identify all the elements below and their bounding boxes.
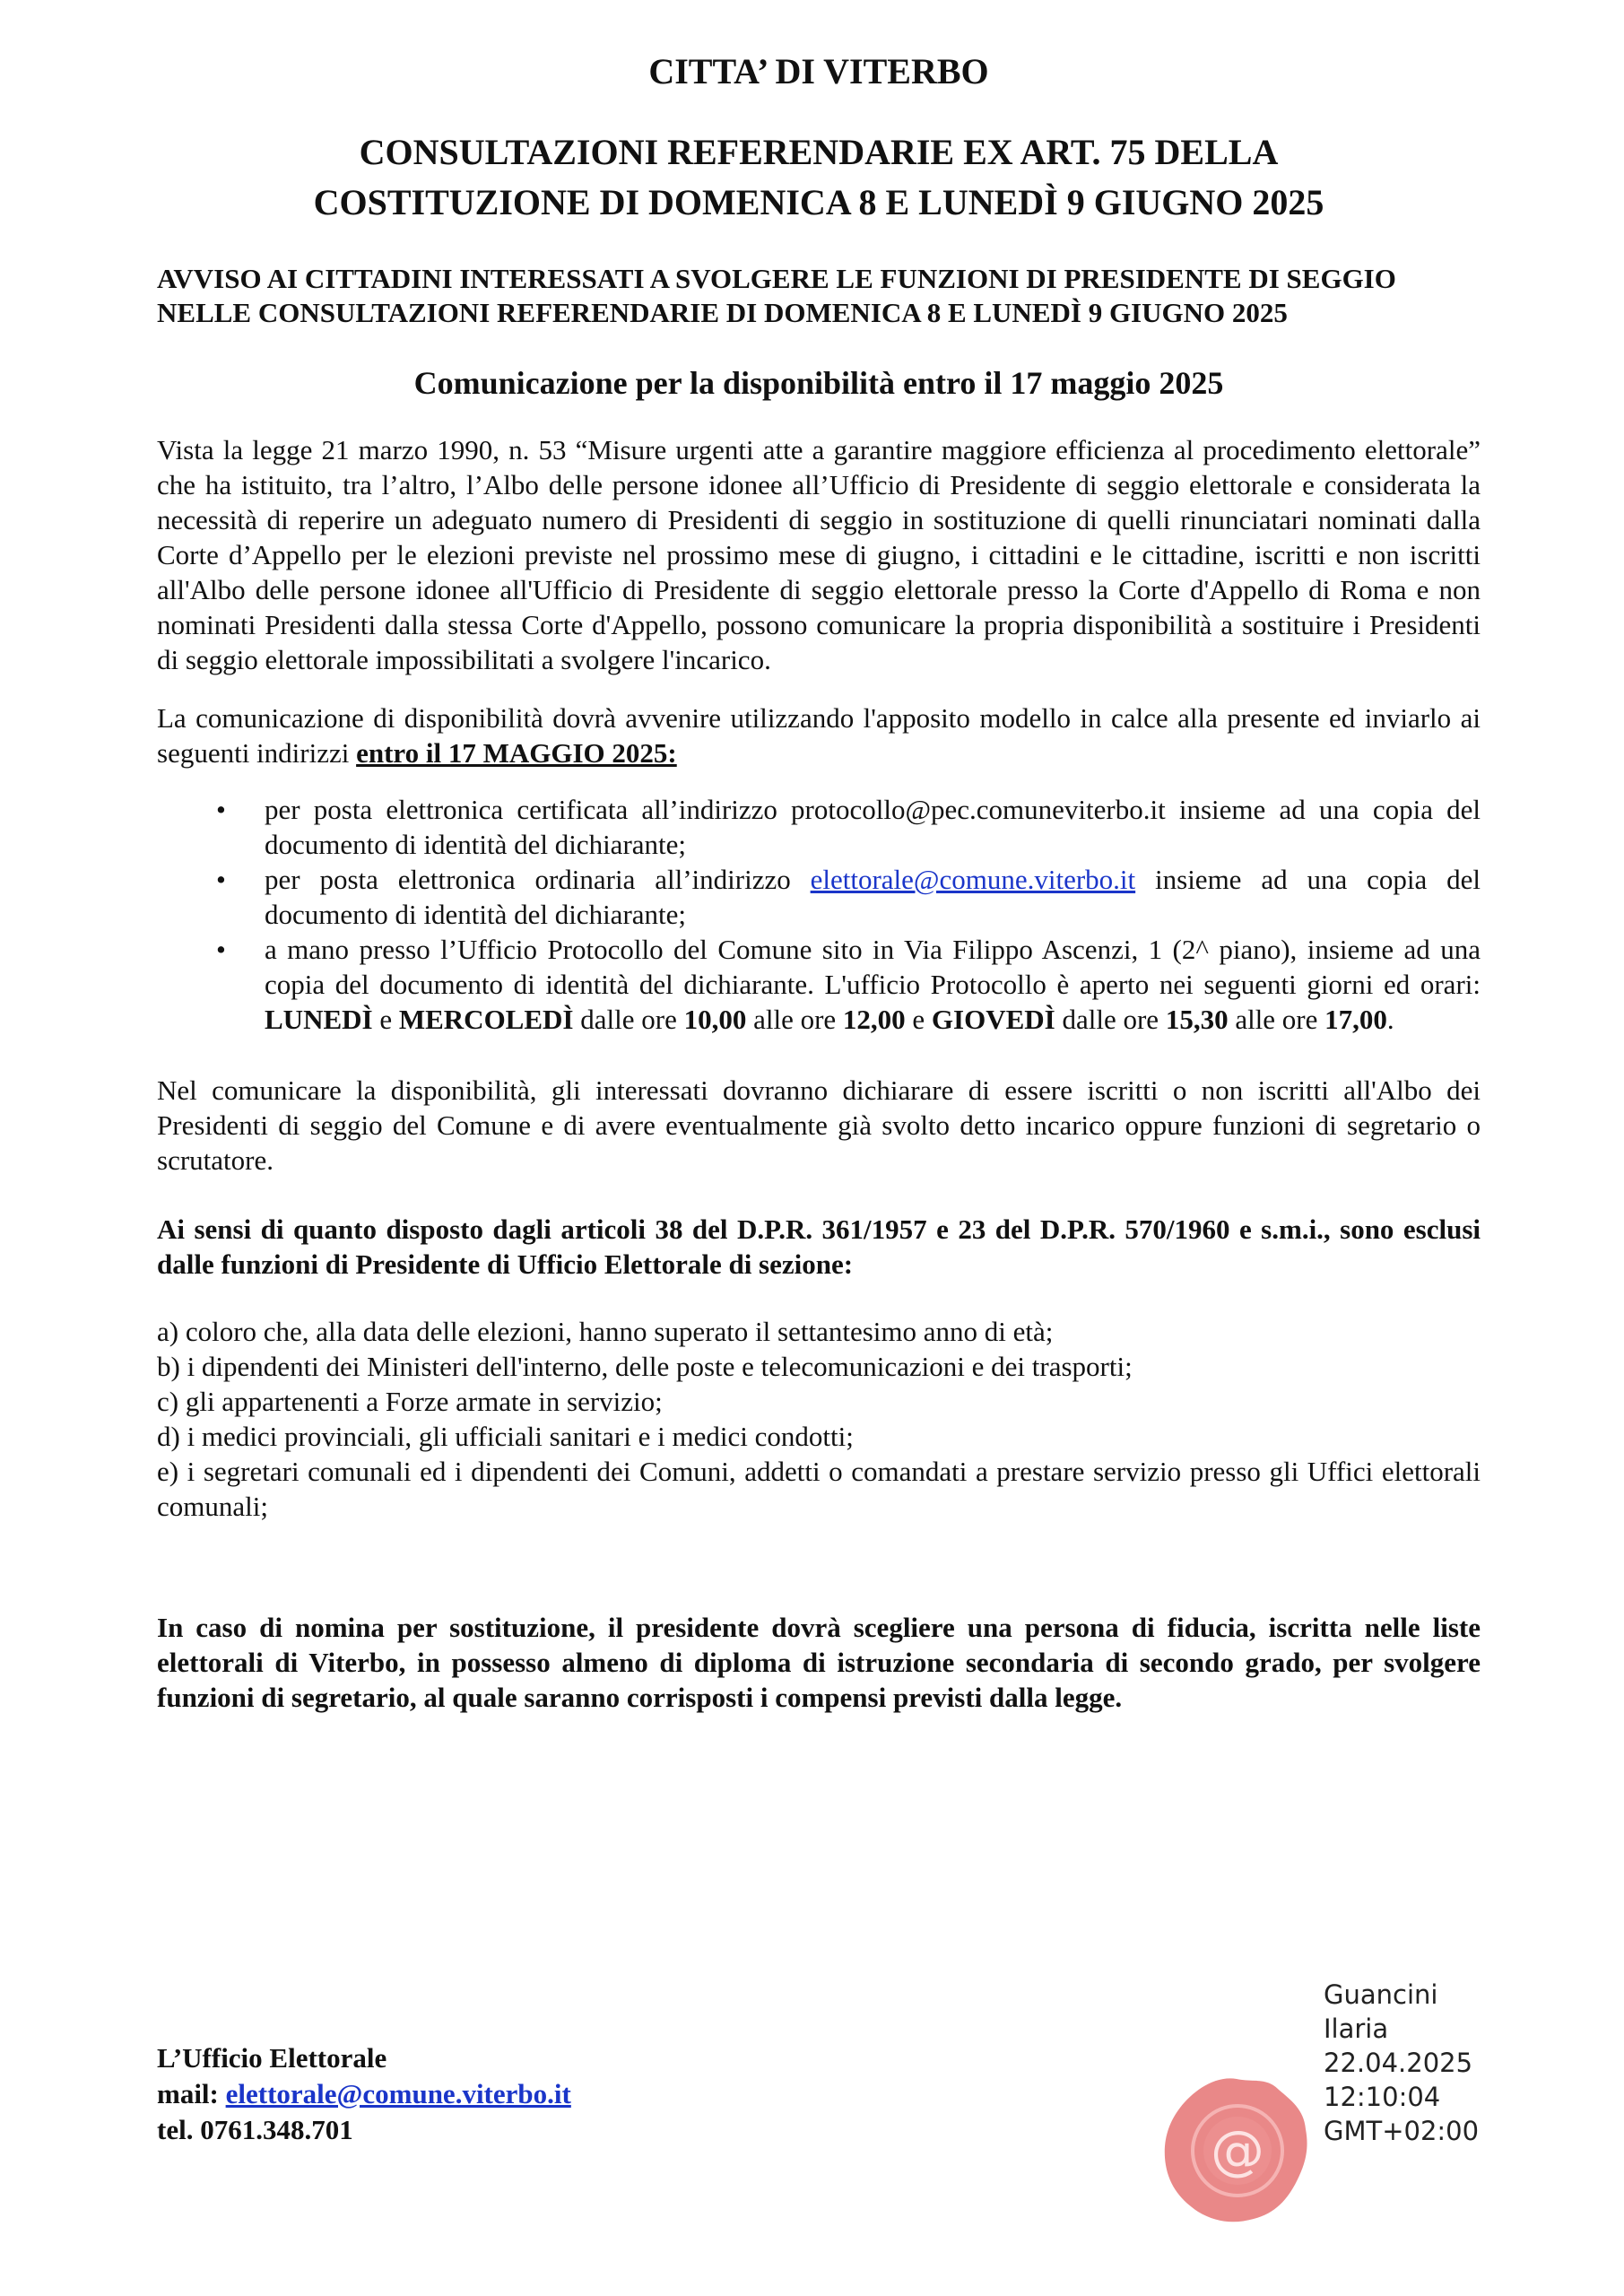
intro-paragraph: Vista la legge 21 marzo 1990, n. 53 “Misure urgenti atte a garantire maggiore efficienza al procedimento elettorale” che ha istituito, tra l’altro, l’Albo delle persone idonee all’Ufficio di Presidente di seggio elettorale e considerata la necessità di reperire un adeguato numero di Presidenti di seggio in sostituzione di quelli rinunciatari nominati dalla Corte d’Appello per le elezioni previste nel prossimo mese di giugno, i cittadini e le cittadine, iscritti e non iscritti all'Albo delle persone idonee all'Ufficio di Presidente di seggio elettorale presso la Corte d'Appello di Roma e non nominati Presidenti dalla stessa Corte d'Appello, possono comunicare la propria disponibilità a sostituire i Presidenti di seggio elettorale impossibilitati a svolgere l'incarico. bbox=[157, 434, 1481, 675]
footer-email-link[interactable]: elettorale@comune.viterbo.it bbox=[225, 2078, 571, 2109]
exclusions-list bbox=[157, 1314, 1481, 1524]
list-item: e) i segretari comunali ed i dipendenti dei Comuni, addetti o comandati a prestare servizio presso gli Uffici elettorali comunali; bbox=[157, 1456, 1481, 1522]
footer-contacts bbox=[157, 2040, 571, 2148]
day-monday: LUNEDÌ bbox=[265, 1004, 373, 1035]
communication-heading: Comunicazione per la disponibilità entro il 17 maggio 2025 bbox=[413, 365, 1224, 401]
closing-paragraph: In caso di nomina per sostituzione, il presidente dovrà scegliere una persona di fiducia, iscritta nelle liste elettorali di Viterbo, in possesso almeno di diploma di istruzione secondaria di secondo grado, per svolgere funzioni di segretario, al quale saranno corrisposti i compensi previsti dalla legge. bbox=[157, 1612, 1481, 1713]
connector-text: alle ore bbox=[1228, 1004, 1325, 1035]
notice-heading: AVVISO AI CITTADINI INTERESSATI A SVOLGERE LE FUNZIONI DI PRESIDENTE DI SEGGIO NELLE CONSULTAZIONI REFERENDARIE DI DOMENICA 8 E LUNEDÌ 9 GIUGNO 2025 bbox=[157, 263, 1396, 328]
list-item: b) i dipendenti dei Ministeri dell'interno, delle poste e telecomunicazioni e dei trasporti; bbox=[157, 1351, 1133, 1382]
list-item bbox=[157, 862, 1481, 932]
office-name: L’Ufficio Elettorale bbox=[157, 2042, 387, 2074]
submission-methods-list bbox=[157, 792, 1481, 1037]
time-start-2: 15,30 bbox=[1165, 1004, 1229, 1035]
pec-method-text: per posta elettronica certificata all’indirizzo protocollo@pec.comuneviterbo.it insieme ad una copia del documento di identità del dichiarante; bbox=[265, 794, 1481, 860]
mail-line bbox=[157, 2076, 571, 2112]
email-method-text: per posta elettronica ordinaria all’indirizzo bbox=[265, 864, 811, 895]
phone-number: tel. 0761.348.701 bbox=[157, 2114, 353, 2145]
list-item bbox=[157, 792, 1481, 862]
signature-date: 22.04.2025 bbox=[1324, 2048, 1473, 2078]
list-item: d) i medici provinciali, gli ufficiali sanitari e i medici condotti; bbox=[157, 1421, 854, 1452]
city-title: CITTA’ DI VITERBO bbox=[648, 51, 989, 91]
at-sign-seal-icon bbox=[1160, 2074, 1313, 2226]
bullet-icon: • bbox=[216, 934, 226, 965]
time-end-1: 12,00 bbox=[842, 1004, 906, 1035]
signature-timezone: GMT+02:00 bbox=[1324, 2116, 1480, 2146]
list-item: c) gli appartenenti a Forze armate in servizio; bbox=[157, 1386, 663, 1417]
connector-text: . bbox=[1386, 1004, 1394, 1035]
declaration-paragraph: Nel comunicare la disponibilità, gli interessati dovranno dichiarare di essere iscritti o non iscritti all'Albo dei Presidenti di seggio del Comune e di avere eventualmente già svolto detto incarico oppure funzioni di segretario o scrutatore. bbox=[157, 1074, 1481, 1176]
connector-text: alle ore bbox=[746, 1004, 843, 1035]
time-start-1: 10,00 bbox=[683, 1004, 747, 1035]
time-end-2: 17,00 bbox=[1324, 1004, 1387, 1035]
list-item bbox=[157, 932, 1481, 1037]
deadline-text: entro il 17 MAGGIO 2025: bbox=[356, 737, 677, 769]
connector-text: dalle ore bbox=[573, 1004, 684, 1035]
bullet-icon: • bbox=[216, 794, 226, 825]
submission-text: La comunicazione di disponibilità dovrà avvenire utilizzando l'apposito modello in calce alla presente ed inviarlo ai seguenti indirizzi bbox=[157, 702, 1481, 769]
svg-text:@: @ bbox=[1211, 2119, 1264, 2182]
email-method-text-end: insieme ad una copia del documento di identità del dichiarante; bbox=[265, 864, 1481, 930]
referendum-title-line-2: COSTITUZIONE DI DOMENICA 8 E LUNEDÌ 9 GIUGNO 2025 bbox=[313, 182, 1324, 222]
connector-text: e bbox=[905, 1004, 932, 1035]
hand-delivery-text: a mano presso l’Ufficio Protocollo del Comune sito in Via Filippo Ascenzi, 1 (2^ piano), insieme ad una copia del documento di identità del dichiarante. L'ufficio Protocollo è aperto nei seguenti giorni ed orari: bbox=[265, 934, 1481, 1000]
day-thursday: GIOVEDÌ bbox=[931, 1004, 1055, 1035]
connector-text: dalle ore bbox=[1055, 1004, 1166, 1035]
email-link[interactable]: elettorale@comune.viterbo.it bbox=[810, 864, 1136, 895]
connector-text: e bbox=[372, 1004, 399, 1035]
submission-paragraph bbox=[157, 700, 1481, 770]
mail-label: mail: bbox=[157, 2078, 226, 2109]
legal-paragraph: Ai sensi di quanto disposto dagli articoli 38 del D.P.R. 361/1957 e 23 del D.P.R. 570/1960 e s.m.i., sono esclusi dalle funzioni di Presidente di Ufficio Elettorale di sezione: bbox=[157, 1213, 1481, 1280]
list-item: a) coloro che, alla data delle elezioni, hanno superato il settantesimo anno di età; bbox=[157, 1316, 1054, 1347]
signature-time: 12:10:04 bbox=[1324, 2082, 1441, 2112]
document-page bbox=[157, 47, 1481, 1715]
signer-name: Ilaria bbox=[1324, 2013, 1389, 2044]
referendum-title bbox=[157, 127, 1481, 228]
bullet-icon: • bbox=[216, 864, 226, 895]
referendum-title-line-1: CONSULTAZIONI REFERENDARIE EX ART. 75 DELLA bbox=[359, 132, 1279, 172]
signer-surname: Guancini bbox=[1324, 1979, 1438, 2010]
digital-signature bbox=[1324, 1978, 1479, 2148]
day-wednesday: MERCOLEDÌ bbox=[398, 1004, 574, 1035]
